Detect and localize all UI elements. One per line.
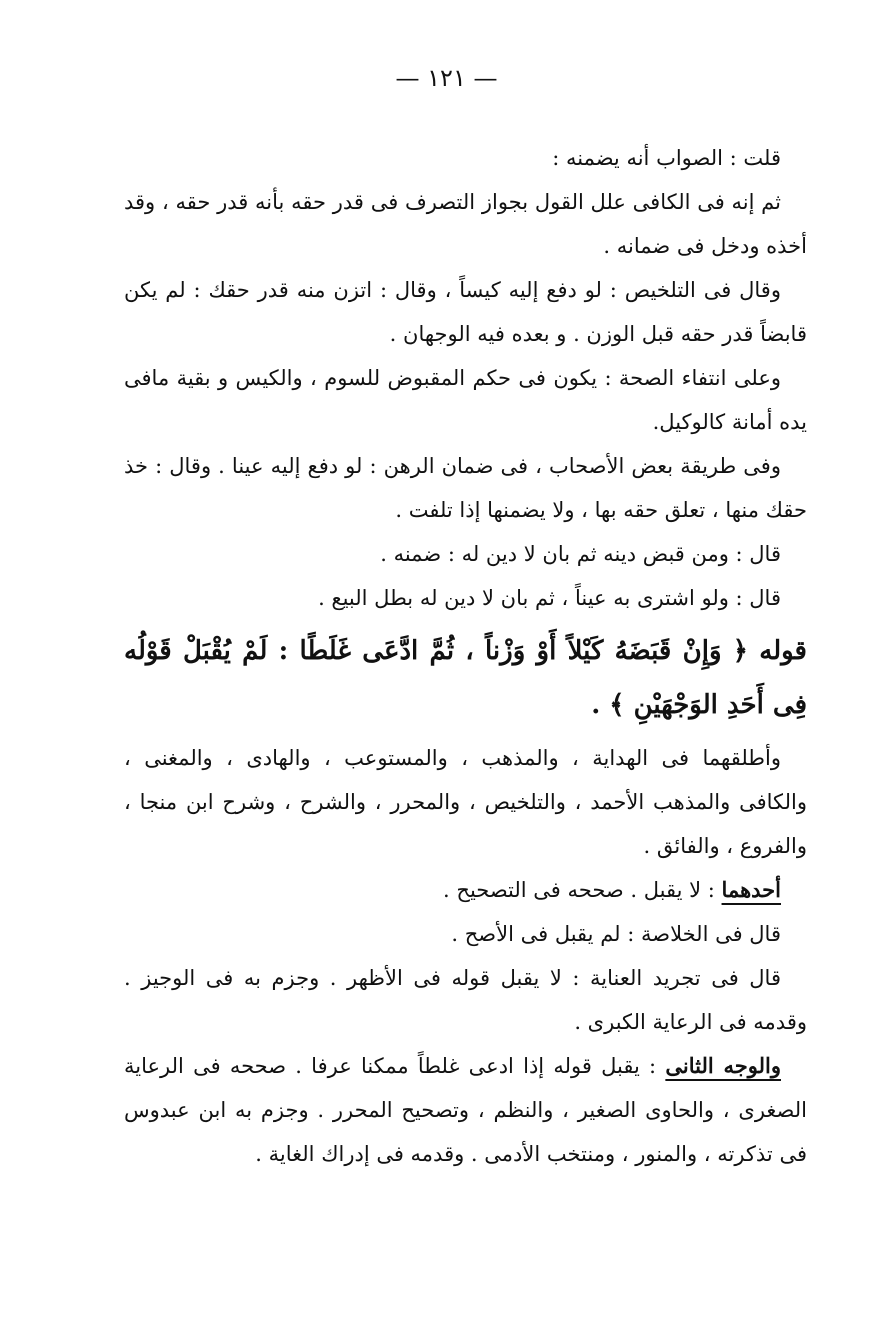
paragraph-body: : لا يقبل . صححه فى التصحيح . [443, 878, 722, 902]
paragraph: وعلى انتفاء الصحة : يكون فى حكم المقبوض للسوم ، والكيس و بقية مافى يده أمانة كالوكيل. [124, 366, 807, 434]
paragraph: وفى طريقة بعض الأصحاب ، فى ضمان الرهن : لو دفع إليه عينا . وقال : خذ حقك منها ، تعلق حقه بها ، ولا يضمنها إذا تلفت . [124, 454, 807, 522]
paragraph: وأطلقهما فى الهداية ، والمذهب ، والمستوعب ، والهادى ، والمغنى ، والكافى والمذهب الأحمد ، والتلخيص ، والمحرر ، والشرح ، وشرح ابن منجا ، والفروع ، والفائق . [124, 746, 807, 858]
paragraph-body: : يقبل قوله إذا ادعى غلطاً ممكنا عرفا . صححه فى الرعاية الصغرى ، والحاوى الصغير ، والنظم ، وتصحيح المحرر . وجزم به ابن عبدوس فى تذكرته ، والمنور ، ومنتخب الأدمى . وقدمه فى إدراك الغاية . [124, 1054, 807, 1166]
paragraph: وقال فى التلخيص : لو دفع إليه كيساً ، وقال : اتزن منه قدر حقك : لم يكن قابضاً قدر حقه قبل الوزن . و بعده فيه الوجهان . [124, 278, 807, 346]
paragraph: ثم إنه فى الكافى علل القول بجواز التصرف فى قدر حقه بأنه قدر حقه ، وقد أخذه ودخل فى ضمانه . [124, 190, 807, 258]
paragraph-lead: أحدهما [721, 877, 781, 902]
paragraph [124, 1044, 807, 1176]
quoted-matn-heading: قوله ﴿ وَإِنْ قَبَضَهُ كَيْلاً أَوْ وَزْناً ، ثُمَّ ادَّعَى غَلَطًا : لَمْ يُقْبَلْ قَوْلُه فِى أَحَدِ الوَجْهَيْنِ ﴾ . [124, 636, 807, 720]
page-number: — ١٢١ — [395, 64, 498, 92]
body-text [124, 136, 807, 1176]
paragraph: قلت : الصواب أنه يضمنه : [552, 146, 781, 170]
paragraph: قال : ولو اشترى به عيناً ، ثم بان لا دين له بطل البيع . [318, 586, 781, 610]
paragraph-lead: والوجه الثانى [665, 1053, 781, 1078]
paragraph: قال فى تجريد العناية : لا يقبل قوله فى الأظهر . وجزم به فى الوجيز . وقدمه فى الرعاية الكبرى . [124, 966, 807, 1034]
paragraph [124, 868, 807, 912]
paragraph: قال : ومن قبض دينه ثم بان لا دين له : ضمنه . [380, 542, 781, 566]
paragraph: قال فى الخلاصة : لم يقبل فى الأصح . [451, 922, 781, 946]
